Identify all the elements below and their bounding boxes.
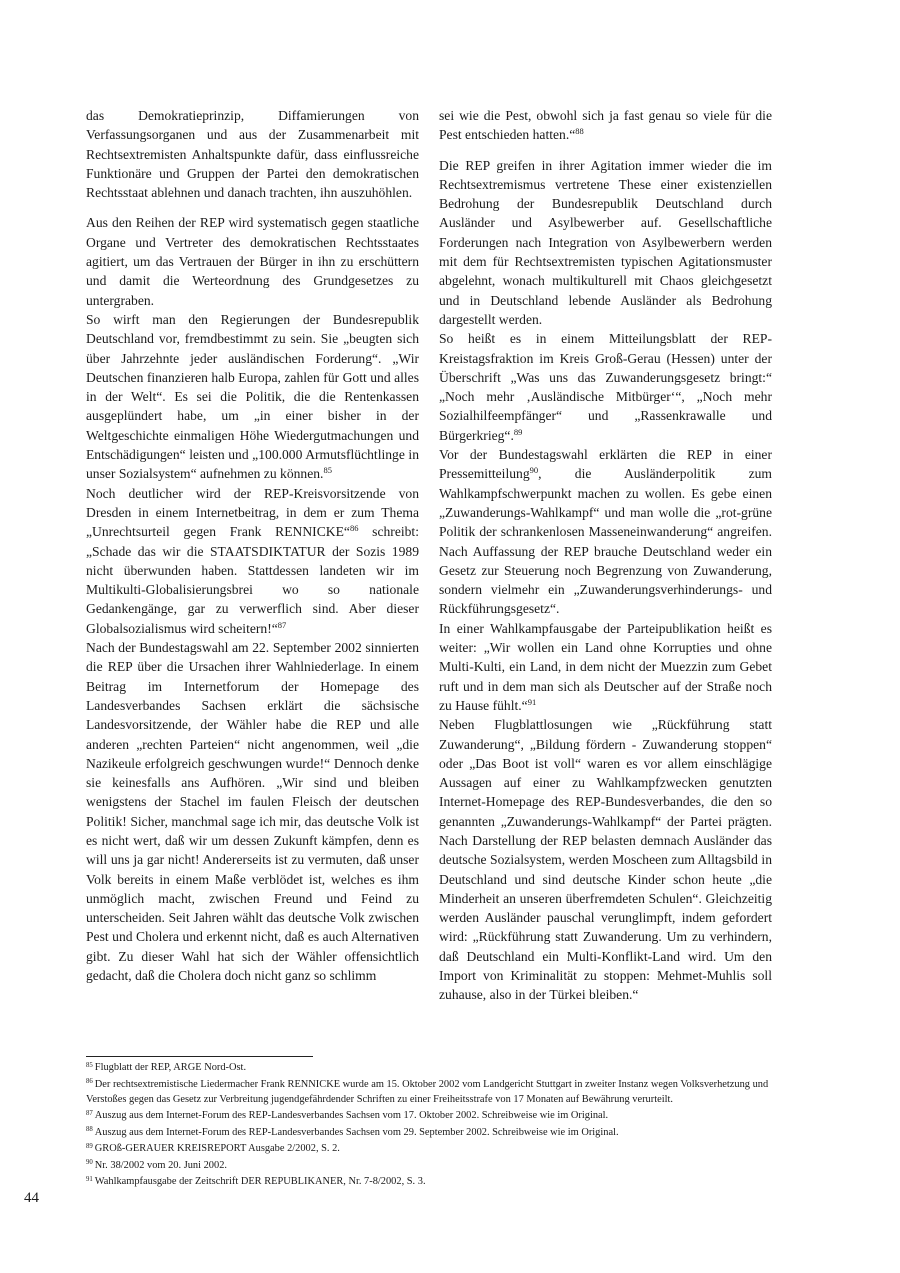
paragraph: So heißt es in einem Mitteilungsblatt der REP-Kreistagsfraktion im Kreis Groß-Gerau (Hessen) unter der Überschrift „Was uns das Zuwanderungsgesetz bringt:“ „Noch mehr ‚Ausländische Mitbürger‘“, „Noch mehr Sozialhilfeempfänger“ und „Rassenkrawalle und Bürgerkrieg“.$^{89}$ xyxy=(439,331,772,443)
footnote: $^{91}$ Wahlkampfausgabe der Zeitschrift DER REPUBLIKANER, Nr. 7-8/2002, S. 3. xyxy=(86,1175,426,1188)
footnote-ref: 91 xyxy=(527,696,537,707)
paragraph: Noch deutlicher wird der REP-Kreisvorsitzende von Dresden in einem Internetbeitrag, in dem er zum Thema „Unrechtsurteil gegen Frank RENNICKE“$^{86}$ schreibt: „Schade das wir die STAATSDIKTATUR der Sozis 1989 nicht überwunden haben. Stattdessen landeten wir im Multikulti-Globalisierungsbrei wo so nationale Gedankengänge, gar zu verwerflich sind. Aber dieser Globalsozialismus wird scheitern!“$^{87}$ xyxy=(86,485,419,636)
right-column xyxy=(439,106,772,1005)
footnote-ref: 89 xyxy=(513,426,523,437)
footnote: $^{88}$ Auszug aus dem Internet-Forum des REP-Landesverbandes Sachsen vom 29. September 2002. Schreibweise wie im Original. xyxy=(86,1126,619,1138)
footnote-ref: 88 xyxy=(575,126,584,137)
left-column xyxy=(86,106,419,985)
footnote-ref: 87 xyxy=(277,619,287,630)
footnotes xyxy=(86,1060,776,1191)
page-number: 44 xyxy=(24,1190,39,1206)
footnote: $^{85}$ Flugblatt der REP, ARGE Nord-Ost. xyxy=(86,1061,247,1073)
paragraph: sei wie die Pest, obwohl sich ja fast genau so viele für die Pest entschieden hatten.“$^{88}$ xyxy=(439,108,772,143)
footnote-ref: 86 xyxy=(349,523,359,534)
footnote: $^{87}$ Auszug aus dem Internet-Forum des REP-Landesverbandes Sachsen vom 17. Oktober 2002. Schreibweise wie im Original. xyxy=(86,1109,609,1122)
paragraph: Aus den Reihen der REP wird systematisch gegen staatliche Organe und Vertreter des demokratischen Rechtsstaates agitiert, um das Vertrauen der Bürger in ihn zu erschüttern und damit die Werteordnung des Grundgesetzes zu untergraben. xyxy=(86,215,419,308)
footnote-divider xyxy=(86,1056,313,1057)
paragraph: So wirft man den Regierungen der Bundesrepublik Deutschland vor, fremdbestimmt zu sein. Sie „beugten sich über Jahrzehnte jeder ausländischen Forderung“. „Wir Deutschen finanzieren halb Europa, zahlen für Gott und alles in der Welt“. Es sei die Politik, die die Rentenkassen ausgeplündert habe, um „in einer bisher in der Weltgeschichte einmaligen Höhe Wiedergutmachungen und Entschädigungen“ leisten und „100.000 Armutsflüchtlinge in unser Sozialsystem“ aufnehmen zu können.$^{85}$ xyxy=(86,311,419,482)
paragraph: Vor der Bundestagswahl erklärten die REP in einer Pressemitteilung$^{90}$, die Ausländerpolitik zum Wahlkampfschwerpunkt machen zu wollen. Es gebe einen „Zuwanderungs-Wahlkampf“ und man wolle die „rot-grüne Politik der schrankenlosen Masseneinwanderung“ angreifen. Nach Auffassung der REP brauche Deutschland weder ein Gesetz zur Steuerung noch Begrenzung von Zuwanderung, sondern vielmehr ein „Zuwanderungsverhinderungs- und Rückführungsgesetz“. xyxy=(439,447,772,617)
paragraph: das Demokratieprinzip, Diffamierungen von Verfassungsorganen und aus der Zusammenarbeit mit Rechtsextremisten Anhaltspunkte dafür, dass einflussreiche Funktionäre und Gruppen der Partei den demokratischen Rechtsstaat ablehnen und danach trachten, ihn auszuhöhlen. xyxy=(86,108,419,201)
paragraph: Neben Flugblattlosungen wie „Rückführung statt Zuwanderung“, „Bildung fördern - Zuwanderung stoppen“ oder „Das Boot ist voll“ waren es vor allem einschlägige Aussagen auf einer zu Wahlkampfzwecken genutzten Internet-Homepage des REP-Bundesverbandes, die den so genannten „Zuwanderungs-Wahlkampf“ der Partei prägten. Nach Darstellung der REP belasten demnach Ausländer das deutsche Sozialsystem, werden Moscheen zum Alltagsbild in Deutschland und sind deutsche Kinder schon heute „die Minderheit an unseren überfremdeten Schulen“. Gleichzeitig werden Ausländer pauschal verunglimpft, indem gefordert wird: „Rückführung statt Zuwanderung. Um zu verhindern, daß Deutschland ein Multi-Konflikt-Land wird. Um den Import von Kriminalität zu stoppen: Mehmet-Muhlis soll zuhause, also in der Türkei bleiben.“ xyxy=(439,717,772,1003)
footnote: $^{89}$ GROß-GERAUER KREISREPORT Ausgabe 2/2002, S. 2. xyxy=(86,1142,340,1155)
paragraph: In einer Wahlkampfausgabe der Parteipublikation heißt es weiter: „Wir wollen ein Land ohne Korrupties und ohne Multi-Kulti, ein Land, in dem nicht der Muezzin zum Gebet ruft und in dem man sich als Deutscher auf der Straße noch zu Hause fühlt.“$^{91}$ xyxy=(439,620,772,713)
footnote-ref: 90 xyxy=(529,465,539,476)
footnote-ref: 85 xyxy=(323,465,332,476)
paragraph: Nach der Bundestagswahl am 22. September 2002 sinnierten die REP über die Ursachen ihrer Wahlniederlage. In einem Beitrag im Internetforum der Homepage des Landesverbandes Sachsen erklärt die sächsische Landesvorsitzende, der Wähler habe die REP und alle anderen „rechten Parteien“ nicht angenommen, weil „die Nazikeule erfolgreich geschwungen wurde!“ Dennoch denke sie keinesfalls ans Aufhören. „Wir sind und bleiben wenigstens der Stachel im faulen Fleisch der deutschen Politik! Sicher, manchmal sage ich mir, das deutsche Volk ist es nicht wert, daß wir um dessen Zukunft kämpfen, denn es will uns ja gar nicht! Andererseits ist zu vermuten, daß unser Volk bereits in einem Maße verblödet ist, welches es ihm unmöglich macht, zwischen Freund und Feind zu unterscheiden. Seit Jahren wählt das deutsche Volk zwischen Pest und Cholera und erkennt nicht, daß es auch Alternativen gibt. Zu dieser Wahl hat sich der Wähler offensichtlich gedacht, daß die Cholera doch nicht ganz so schlimm xyxy=(86,640,419,984)
paragraph: Die REP greifen in ihrer Agitation immer wieder die im Rechtsextremismus vertretene These einer existenziellen Bedrohung der Bundesrepublik Deutschland durch Ausländer und Asylbewerber auf. Gesellschaftliche Forderungen nach Integration von Asylbewerbern werden mit dem für Rechtsextremisten typischen Agitationsmuster abgelehnt, wonach multikulturell mit Chaos gleichgesetzt und in Deutschland lebende Ausländer als Bedrohung dargestellt werden. xyxy=(439,157,772,327)
footnote: $^{90}$ Nr. 38/2002 vom 20. Juni 2002. xyxy=(86,1159,227,1171)
footnote: $^{86}$ Der rechtsextremistische Liedermacher Frank RENNICKE wurde am 15. Oktober 2002 vom Landgericht Stuttgart in zweiter Instanz wegen Volksverhetzung und Verstoßes gegen das Gesetz zur Verbreitung jugendgefährdender Schriften zu einer Freiheitsstrafe von 17 Monaten auf Bewährung verurteilt. xyxy=(86,1078,769,1105)
